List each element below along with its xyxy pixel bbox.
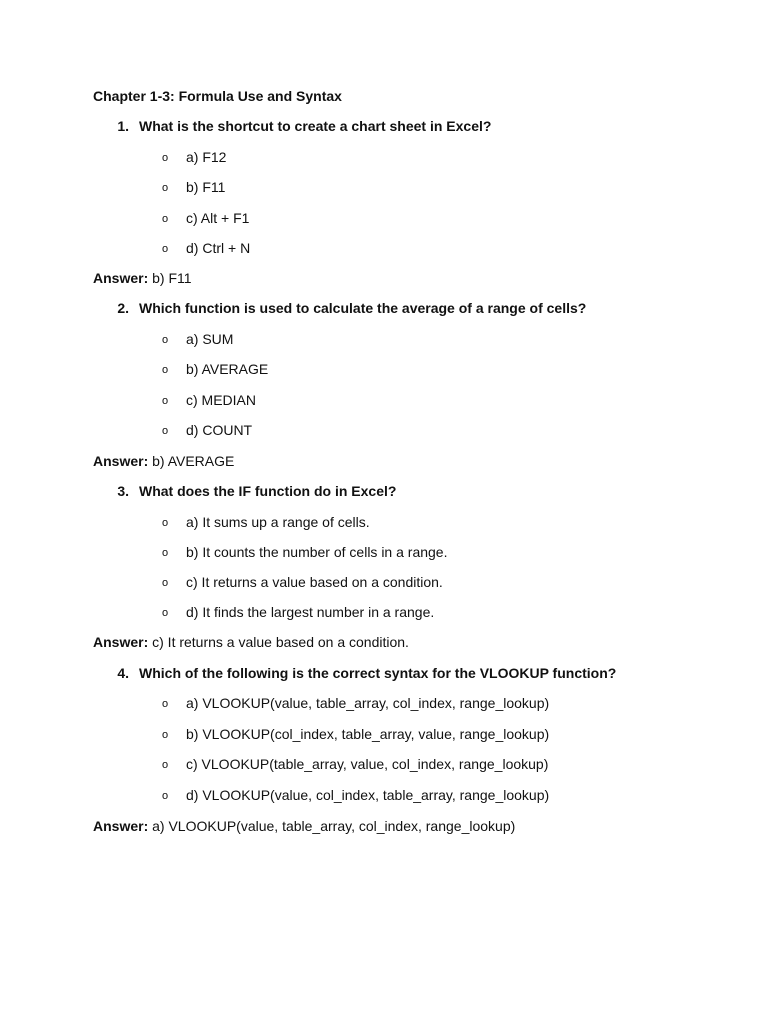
option-item (162, 178, 225, 197)
chapter-title: Chapter 1-3: Formula Use and Syntax (93, 88, 342, 104)
option-text: a) F12 (186, 149, 227, 165)
question-2 (93, 299, 586, 317)
question-text: What is the shortcut to create a chart sheet in Excel? (139, 118, 492, 134)
bullet-icon: o (162, 425, 169, 437)
question-3 (93, 482, 396, 500)
question-1 (93, 117, 491, 135)
answer-text: a) VLOOKUP(value, table_array, col_index, range_lookup) (152, 818, 516, 834)
answer-label: Answer: (93, 818, 149, 834)
bullet-icon: o (162, 698, 169, 710)
answer-label: Answer: (93, 270, 149, 286)
option-item (162, 330, 233, 349)
option-item (162, 209, 249, 228)
question-number: 4. (117, 665, 129, 681)
question-number: 2. (117, 300, 129, 316)
bullet-icon: o (162, 334, 169, 346)
bullet-icon: o (162, 243, 169, 255)
bullet-icon: o (162, 577, 169, 589)
option-item (162, 391, 256, 410)
option-item (162, 543, 447, 562)
option-item (162, 573, 443, 592)
option-item (162, 694, 549, 713)
question-text: Which function is used to calculate the average of a range of cells? (139, 300, 587, 316)
option-item (162, 725, 549, 744)
bullet-icon: o (162, 152, 169, 164)
option-text: d) COUNT (186, 422, 253, 438)
question-text: Which of the following is the correct syntax for the VLOOKUP function? (139, 665, 617, 681)
option-text: b) VLOOKUP(col_index, table_array, value, range_lookup) (186, 726, 550, 742)
option-item (162, 421, 252, 440)
bullet-icon: o (162, 759, 169, 771)
bullet-icon: o (162, 517, 169, 529)
bullet-icon: o (162, 395, 169, 407)
option-text: a) SUM (186, 331, 234, 347)
option-text: a) VLOOKUP(value, table_array, col_index, range_lookup) (186, 695, 550, 711)
bullet-icon: o (162, 607, 169, 619)
option-text: c) VLOOKUP(table_array, value, col_index, range_lookup) (186, 756, 549, 772)
option-text: c) MEDIAN (186, 392, 256, 408)
answer-line (93, 817, 515, 835)
option-text: b) AVERAGE (186, 361, 269, 377)
option-text: d) Ctrl + N (186, 240, 251, 256)
question-number: 3. (117, 483, 129, 499)
answer-line (93, 269, 192, 287)
option-item (162, 513, 370, 532)
answer-line (93, 633, 409, 651)
option-item (162, 360, 268, 379)
question-4 (93, 664, 616, 682)
answer-text: c) It returns a value based on a condition. (152, 634, 409, 650)
option-text: b) F11 (186, 179, 226, 195)
answer-text: b) F11 (152, 270, 192, 286)
answer-text: b) AVERAGE (152, 453, 235, 469)
option-text: d) It finds the largest number in a range. (186, 604, 435, 620)
option-item (162, 148, 226, 167)
bullet-icon: o (162, 364, 169, 376)
option-text: a) It sums up a range of cells. (186, 514, 370, 530)
bullet-icon: o (162, 547, 169, 559)
bullet-icon: o (162, 790, 169, 802)
option-item (162, 239, 250, 258)
answer-label: Answer: (93, 453, 149, 469)
bullet-icon: o (162, 182, 169, 194)
bullet-icon: o (162, 729, 169, 741)
question-text: What does the IF function do in Excel? (139, 483, 397, 499)
option-text: b) It counts the number of cells in a range. (186, 544, 448, 560)
option-item (162, 755, 548, 774)
option-text: c) It returns a value based on a condition. (186, 574, 443, 590)
option-text: d) VLOOKUP(value, col_index, table_array, range_lookup) (186, 787, 550, 803)
answer-label: Answer: (93, 634, 149, 650)
option-text: c) Alt + F1 (186, 210, 250, 226)
option-item (162, 786, 549, 805)
option-item (162, 603, 434, 622)
answer-line (93, 452, 234, 470)
question-number: 1. (117, 118, 129, 134)
bullet-icon: o (162, 213, 169, 225)
